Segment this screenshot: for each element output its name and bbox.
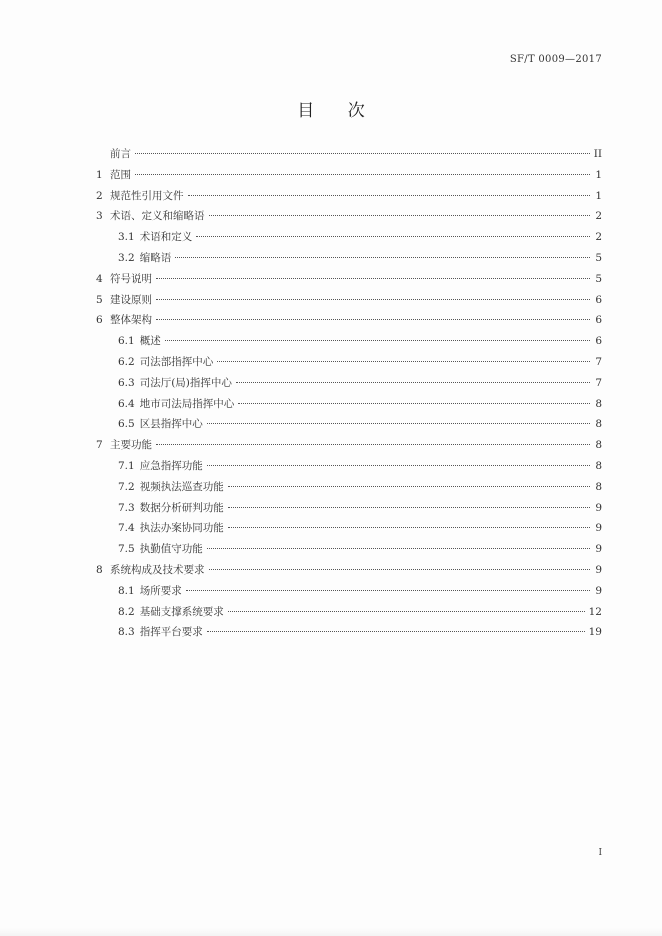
toc-dot-leader bbox=[228, 611, 585, 612]
toc-entry-page: 5 bbox=[595, 272, 602, 285]
toc-entry-title: 视频执法巡查功能 bbox=[139, 480, 224, 493]
toc-entry-title: 符号说明 bbox=[110, 272, 152, 285]
toc-entry-page: 9 bbox=[595, 563, 602, 576]
toc-entry-title: 主要功能 bbox=[110, 439, 152, 452]
toc-dot-leader bbox=[236, 382, 590, 383]
toc-dot-leader bbox=[228, 486, 590, 487]
toc-entry[interactable] bbox=[96, 354, 602, 375]
toc-entry-page: 2 bbox=[595, 231, 602, 244]
toc-entry-page: II bbox=[593, 148, 602, 160]
toc-entry[interactable] bbox=[96, 583, 602, 604]
document-code: SF/T 0009—2017 bbox=[509, 54, 602, 65]
toc-entry-number: 5 bbox=[96, 293, 103, 306]
toc-entry-page: 9 bbox=[595, 584, 602, 597]
toc-dot-leader bbox=[228, 507, 590, 508]
toc-entry-number: 6.3 bbox=[118, 376, 135, 389]
toc-entry[interactable] bbox=[96, 312, 602, 333]
toc-entry-title: 地市司法局指挥中心 bbox=[139, 397, 235, 410]
toc-entry-number: 7.4 bbox=[118, 522, 135, 535]
toc-dot-leader bbox=[196, 236, 590, 237]
toc-entry-number: 6.5 bbox=[118, 418, 135, 431]
toc-entry-number: 6 bbox=[96, 314, 103, 327]
toc-entry[interactable] bbox=[96, 375, 602, 396]
toc-entry-number: 4 bbox=[96, 272, 103, 285]
toc-entry[interactable] bbox=[96, 292, 602, 313]
toc-entry-page: 6 bbox=[595, 293, 602, 306]
toc-entry-number: 7 bbox=[96, 439, 103, 452]
toc-entry-number: 3 bbox=[96, 210, 103, 223]
toc-entry[interactable] bbox=[96, 146, 602, 167]
toc-entry[interactable] bbox=[96, 500, 602, 521]
toc-entry-number: 7.1 bbox=[118, 459, 135, 472]
toc-entry-page: 7 bbox=[595, 376, 602, 389]
toc-entry[interactable] bbox=[96, 624, 602, 645]
toc-entry-title: 应急指挥功能 bbox=[139, 459, 203, 472]
toc-entry-title: 整体架构 bbox=[110, 314, 152, 327]
toc-entry-number: 1 bbox=[96, 168, 103, 181]
toc-entry-number: 3.2 bbox=[118, 251, 135, 264]
toc-dot-leader bbox=[156, 319, 590, 320]
toc-entry-number: 6.1 bbox=[118, 335, 135, 348]
toc-entry[interactable] bbox=[96, 479, 602, 500]
toc-entry-number: 2 bbox=[96, 189, 103, 202]
toc-dot-leader bbox=[207, 465, 590, 466]
toc-entry-title: 规范性引用文件 bbox=[110, 189, 184, 202]
toc-entry-page: 6 bbox=[595, 335, 602, 348]
toc-dot-leader bbox=[207, 631, 585, 632]
toc-entry-title: 司法厅(局)指挥中心 bbox=[139, 376, 232, 389]
toc-entry-title: 指挥平台要求 bbox=[139, 626, 203, 639]
toc-entry-number: 7.3 bbox=[118, 501, 135, 514]
toc-entry-page: 8 bbox=[595, 480, 602, 493]
toc-entry-number: 7.5 bbox=[118, 543, 135, 556]
toc-dot-leader bbox=[207, 423, 590, 424]
toc-dot-leader bbox=[186, 590, 590, 591]
toc-entry-title: 术语和定义 bbox=[139, 231, 193, 244]
toc-entry-number: 7.2 bbox=[118, 480, 135, 493]
toc-entry[interactable] bbox=[96, 396, 602, 417]
toc-entry-page: 8 bbox=[595, 459, 602, 472]
toc-entry[interactable] bbox=[96, 167, 602, 188]
toc-dot-leader bbox=[207, 548, 590, 549]
toc-dot-leader bbox=[175, 257, 590, 258]
toc-entry[interactable] bbox=[96, 562, 602, 583]
toc-entry-number: 8.2 bbox=[118, 605, 135, 618]
toc-dot-leader bbox=[135, 174, 590, 175]
toc-entry-page: 9 bbox=[595, 543, 602, 556]
toc-dot-leader bbox=[238, 403, 590, 404]
toc-entry-title: 范围 bbox=[110, 168, 131, 181]
toc-dot-leader bbox=[228, 527, 590, 528]
toc-entry[interactable] bbox=[96, 604, 602, 625]
toc-entry-number: 8.1 bbox=[118, 584, 135, 597]
toc-dot-leader bbox=[188, 195, 591, 196]
toc-entry-page: 1 bbox=[595, 168, 602, 181]
toc-entry-page: 19 bbox=[588, 626, 602, 639]
toc-entry-title: 区县指挥中心 bbox=[139, 418, 203, 431]
toc-entry-page: 5 bbox=[595, 251, 602, 264]
toc-entry-title: 执法办案协同功能 bbox=[139, 522, 224, 535]
toc-entry-number: 6.2 bbox=[118, 355, 135, 368]
table-of-contents bbox=[96, 146, 602, 645]
toc-entry[interactable] bbox=[96, 416, 602, 437]
toc-entry-title: 建设原则 bbox=[110, 293, 152, 306]
toc-entry-title: 概述 bbox=[139, 335, 161, 348]
toc-dot-leader bbox=[156, 444, 590, 445]
toc-entry-number: 6.4 bbox=[118, 397, 135, 410]
toc-entry-page: 8 bbox=[595, 418, 602, 431]
toc-entry[interactable] bbox=[96, 520, 602, 541]
toc-entry[interactable] bbox=[96, 541, 602, 562]
toc-entry-title: 数据分析研判功能 bbox=[139, 501, 224, 514]
toc-entry-page: 7 bbox=[595, 355, 602, 368]
toc-entry[interactable] bbox=[96, 208, 602, 229]
toc-entry-title: 术语、定义和缩略语 bbox=[110, 210, 205, 223]
toc-entry-page: 12 bbox=[588, 605, 602, 618]
toc-entry-page: 2 bbox=[595, 210, 602, 223]
toc-entry[interactable] bbox=[96, 333, 602, 354]
toc-entry[interactable] bbox=[96, 250, 602, 271]
toc-entry-title: 系统构成及技术要求 bbox=[110, 563, 205, 576]
toc-entry-number: 8 bbox=[96, 563, 103, 576]
toc-dot-leader bbox=[209, 569, 591, 570]
toc-entry-page: 9 bbox=[595, 522, 602, 535]
toc-entry-title: 司法部指挥中心 bbox=[139, 355, 214, 368]
toc-entry-title: 缩略语 bbox=[139, 251, 172, 264]
toc-entry-page: 1 bbox=[595, 189, 602, 202]
toc-entry[interactable] bbox=[96, 437, 602, 458]
toc-dot-leader bbox=[209, 215, 591, 216]
toc-entry-page: 6 bbox=[595, 314, 602, 327]
toc-entry[interactable] bbox=[96, 229, 602, 250]
toc-entry-title: 执勤值守功能 bbox=[139, 543, 203, 556]
toc-entry-number: 3.1 bbox=[118, 231, 135, 244]
page-title: 目 次 bbox=[297, 101, 379, 121]
toc-entry-title: 基础支撑系统要求 bbox=[139, 605, 224, 618]
toc-entry[interactable] bbox=[96, 271, 602, 292]
toc-dot-leader bbox=[217, 361, 590, 362]
page-number: I bbox=[598, 848, 602, 858]
toc-dot-leader bbox=[156, 299, 590, 300]
toc-entry-page: 9 bbox=[595, 501, 602, 514]
toc-entry[interactable] bbox=[96, 188, 602, 209]
toc-dot-leader bbox=[156, 278, 590, 279]
toc-dot-leader bbox=[165, 340, 590, 341]
toc-entry[interactable] bbox=[96, 458, 602, 479]
toc-entry-page: 8 bbox=[595, 439, 602, 452]
toc-entry-title: 前言 bbox=[110, 148, 131, 160]
toc-entry-title: 场所要求 bbox=[139, 584, 182, 597]
toc-dot-leader bbox=[135, 153, 590, 154]
scan-edge-shadow bbox=[0, 928, 662, 936]
toc-entry-number: 8.3 bbox=[118, 626, 135, 639]
toc-entry-page: 8 bbox=[595, 397, 602, 410]
